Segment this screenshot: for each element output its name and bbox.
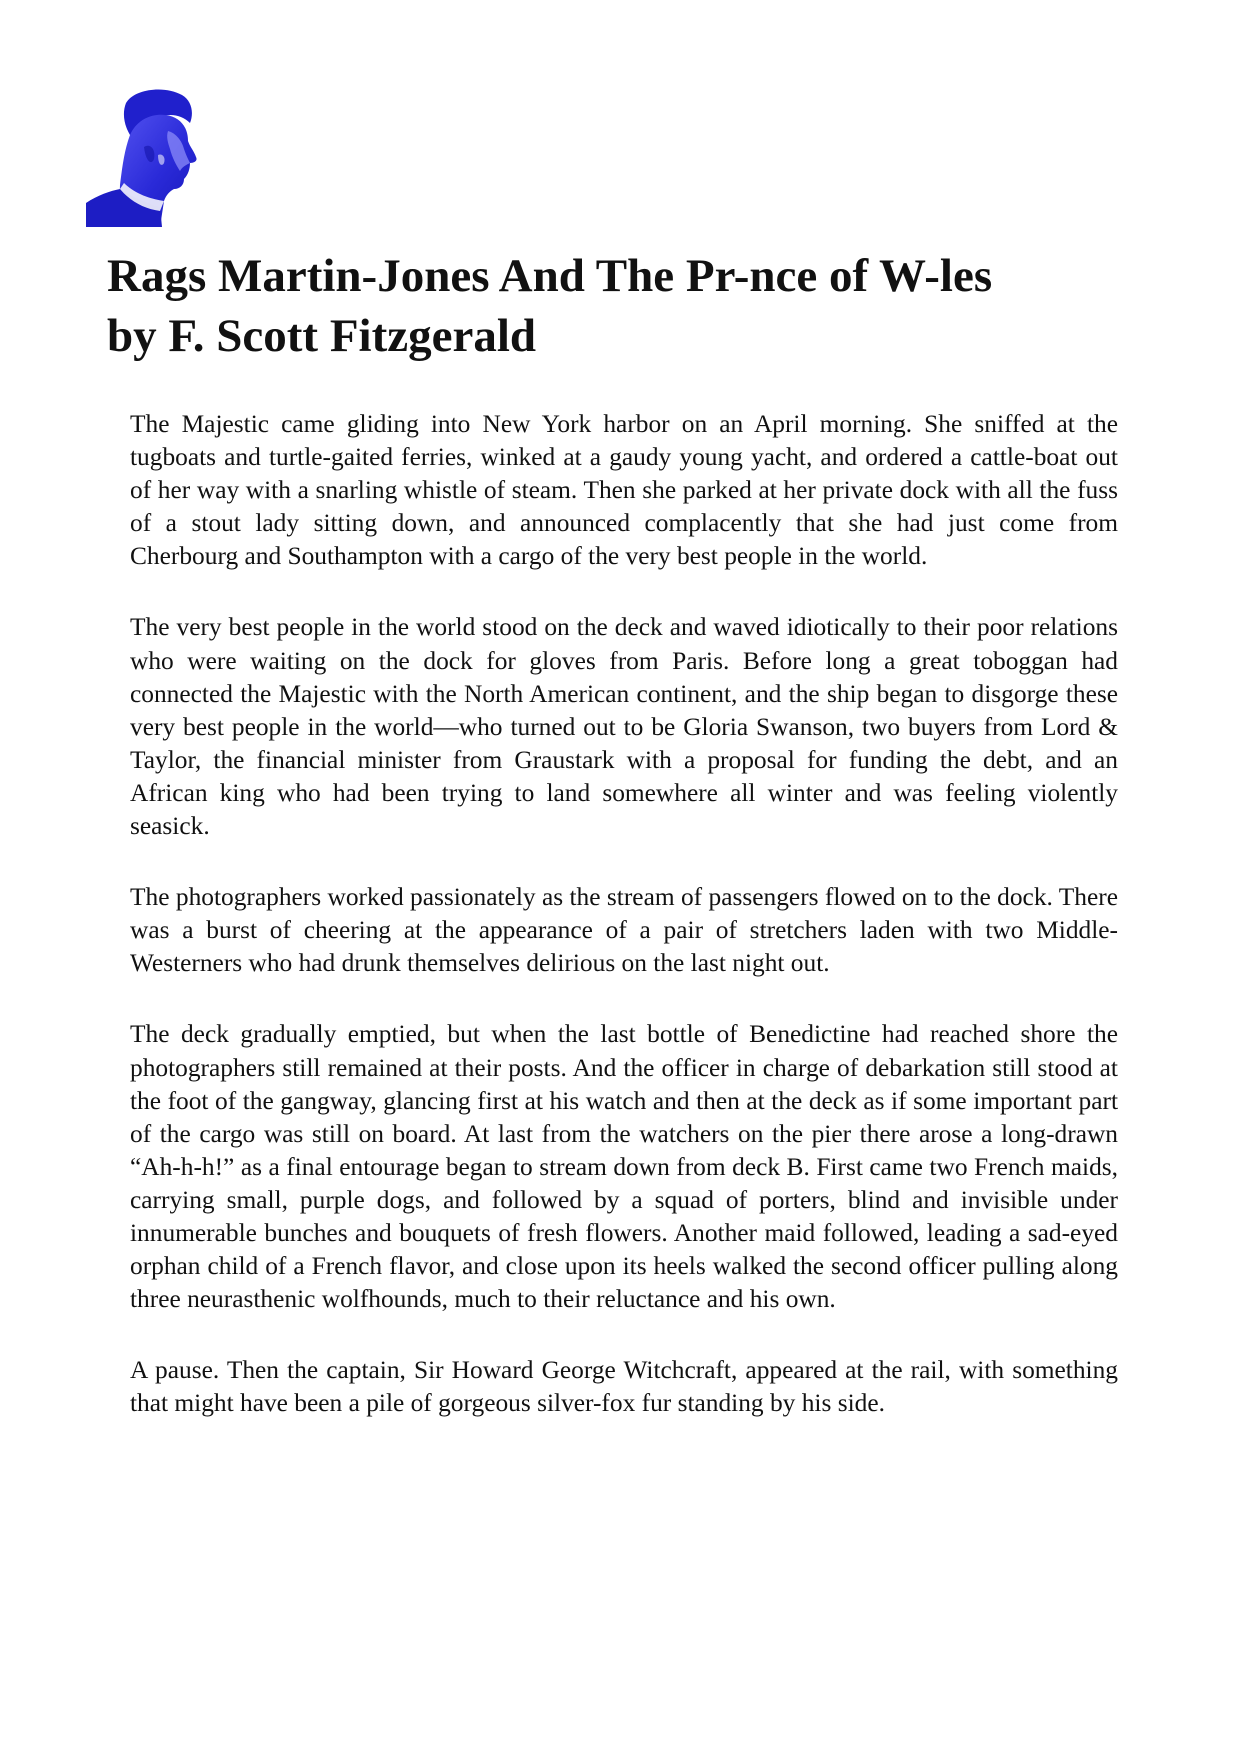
author-portrait-image	[86, 85, 204, 227]
story-body	[130, 408, 1118, 1458]
story-paragraph: The Majestic came gliding into New York harbor on an April morning. She sniffed at the tugboats and turtle-gaited ferries, winked at a gaudy young yacht, and ordered a cattle-boat out of her way with a snarling whistle of steam. Then she parked at her private dock with all the fuss of a stout lady sitting down, and announced complacently that she had just come from Cherbourg and Southampton with a cargo of the very best people in the world.	[130, 410, 1118, 571]
author-byline: by F. Scott Fitzgerald	[107, 310, 537, 362]
document-title	[107, 246, 1147, 366]
story-paragraph: The photographers worked passionately as the stream of passengers flowed on to the dock. There was a burst of cheering at the appearance of a pair of stretchers laden with two Middle-Westerners who had drunk themselves delirious on the last night out.	[130, 883, 1118, 978]
story-paragraph: The very best people in the world stood on the deck and waved idiotically to their poor relations who were waiting on the dock for gloves from Paris. Before long a great toboggan had connected the Majestic with the North American continent, and the ship began to disgorge these very best people in the world—who turned out to be Gloria Swanson, two buyers from Lord & Taylor, the financial minister from Graustark with a proposal for funding the debt, and an African king who had been trying to land somewhere all winter and was feeling violently seasick.	[130, 613, 1118, 841]
story-title: Rags Martin-Jones And The Pr-nce of W-les	[107, 250, 993, 302]
story-paragraph: A pause. Then the captain, Sir Howard George Witchcraft, appeared at the rail, with something that might have been a pile of gorgeous silver-fox fur standing by his side.	[130, 1356, 1118, 1418]
story-paragraph: The deck gradually emptied, but when the last bottle of Benedictine had reached shore the photographers still remained at their posts. And the officer in charge of debarkation still stood at the foot of the gangway, glancing first at his watch and then at the deck as if some important part of the cargo was still on board. At last from the watchers on the pier there arose a long-drawn “Ah-h-h!” as a final entourage began to stream down from deck B. First came two French maids, carrying small, purple dogs, and followed by a squad of porters, blind and invisible under innumerable bunches and bouquets of fresh flowers. Another maid followed, leading a sad-eyed orphan child of a French flavor, and close upon its heels walked the second officer pulling along three neurasthenic wolfhounds, much to their reluctance and his own.	[130, 1020, 1118, 1314]
